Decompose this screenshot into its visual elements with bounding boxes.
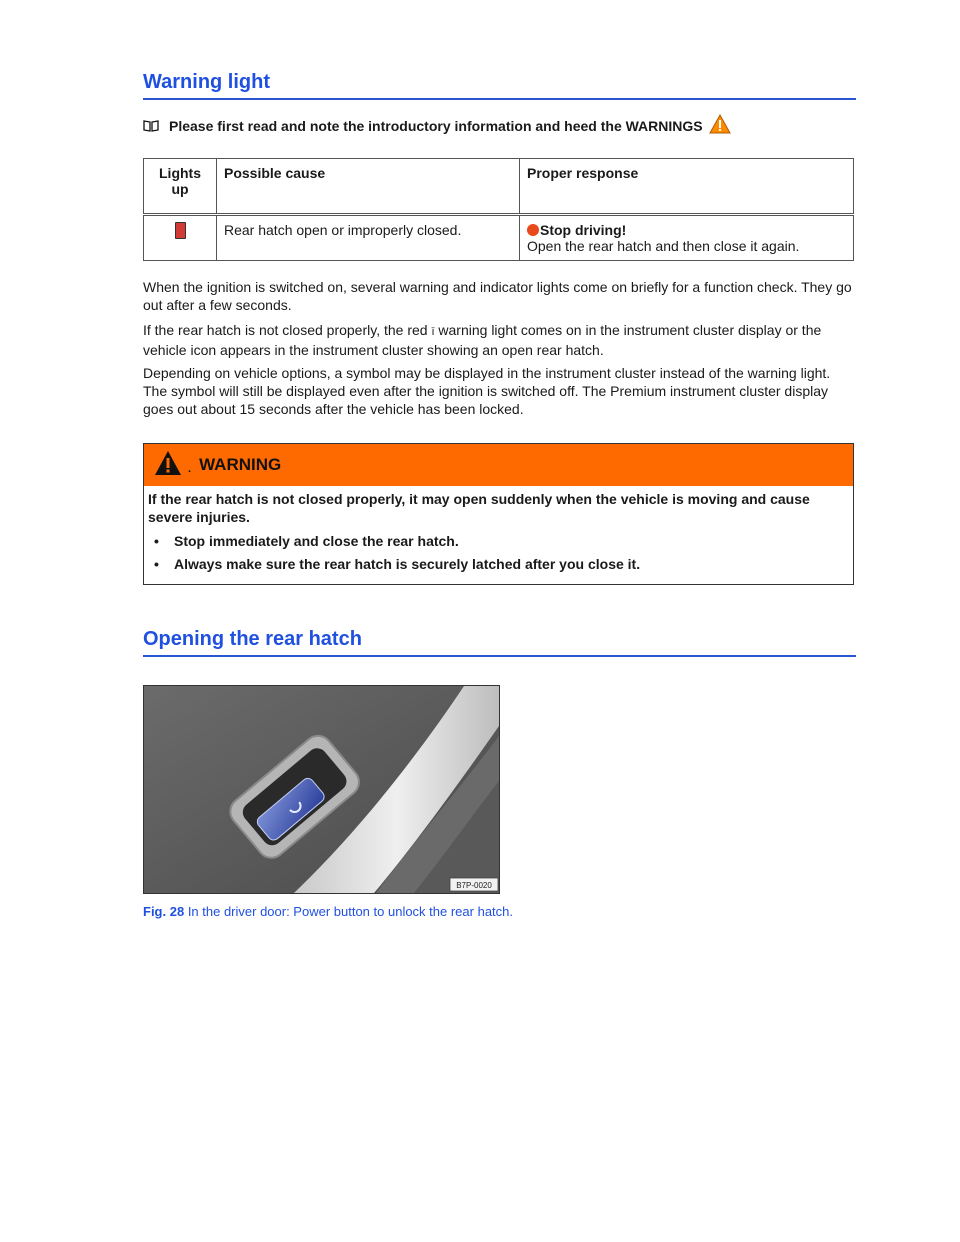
warning-dot: . xyxy=(188,463,192,475)
table-header-row xyxy=(144,159,854,215)
column-header-proper-response: Proper response xyxy=(520,159,854,215)
paragraph-not-closed xyxy=(143,321,856,359)
inline-warning-glyph: ī xyxy=(431,326,435,338)
warning-triangle-icon xyxy=(154,450,182,481)
stop-icon xyxy=(527,224,539,236)
figure-caption-text: In the driver door: Power button to unlock the rear hatch. xyxy=(187,904,513,919)
warning-header xyxy=(144,444,853,486)
warning-triangle-icon[interactable] xyxy=(709,114,731,137)
figure-illustration xyxy=(144,686,499,893)
figure-number: Fig. 28 xyxy=(143,904,185,919)
section-title-opening-rear-hatch: Opening the rear hatch xyxy=(143,628,856,657)
warning-box xyxy=(143,443,854,585)
list-item: • Always make sure the rear hatch is securely latched after you close it. xyxy=(148,555,845,573)
section-title-warning-light: Warning light xyxy=(143,71,856,100)
response-strong: Stop driving! xyxy=(540,222,627,238)
intro-note-text: Please first read and note the introductory information and heed the WARNINGS xyxy=(169,117,703,134)
proper-response-cell xyxy=(520,215,854,261)
book-icon xyxy=(143,120,159,132)
rear-hatch-warning-light-icon xyxy=(175,222,186,239)
paragraph-not-closed-part1: If the rear hatch is not closed properly, the red xyxy=(143,322,428,338)
lights-up-cell xyxy=(144,215,217,261)
figure-code: B7P-0020 xyxy=(456,881,492,890)
paragraph-vehicle-options: Depending on vehicle options, a symbol may be displayed in the instrument cluster instead of the warning light. The symbol will still be displayed even after the ignition is switched off. The Premium instrument cluster display goes out about 15 seconds after the vehicle has been locked. xyxy=(143,365,831,417)
figure-power-button xyxy=(143,685,500,894)
warning-label: WARNING xyxy=(199,455,282,474)
table-row xyxy=(144,215,854,261)
column-header-lights-up: Lights up xyxy=(144,159,217,215)
response-text: Open the rear hatch and then close it again. xyxy=(527,238,800,254)
warning-intro: If the rear hatch is not closed properly, it may open suddenly when the vehicle is moving and cause severe injuries. xyxy=(148,491,810,525)
paragraph-function-check: When the ignition is switched on, several warning and indicator lights come on briefly for a function check. They go out after a few seconds. xyxy=(143,279,852,313)
intro-note xyxy=(143,114,856,137)
paragraph-not-closed-part2: warning light comes on in the instrument cluster display or the vehicle icon appears in the instrument cluster showing an open rear hatch. xyxy=(143,322,822,358)
figure-caption xyxy=(143,904,513,919)
column-header-possible-cause: Possible cause xyxy=(217,159,520,215)
warning-list xyxy=(148,532,845,573)
warning-body xyxy=(144,486,853,584)
list-item: • Stop immediately and close the rear hatch. xyxy=(148,532,845,550)
warning-light-table xyxy=(143,158,854,261)
possible-cause-cell: Rear hatch open or improperly closed. xyxy=(217,215,520,261)
